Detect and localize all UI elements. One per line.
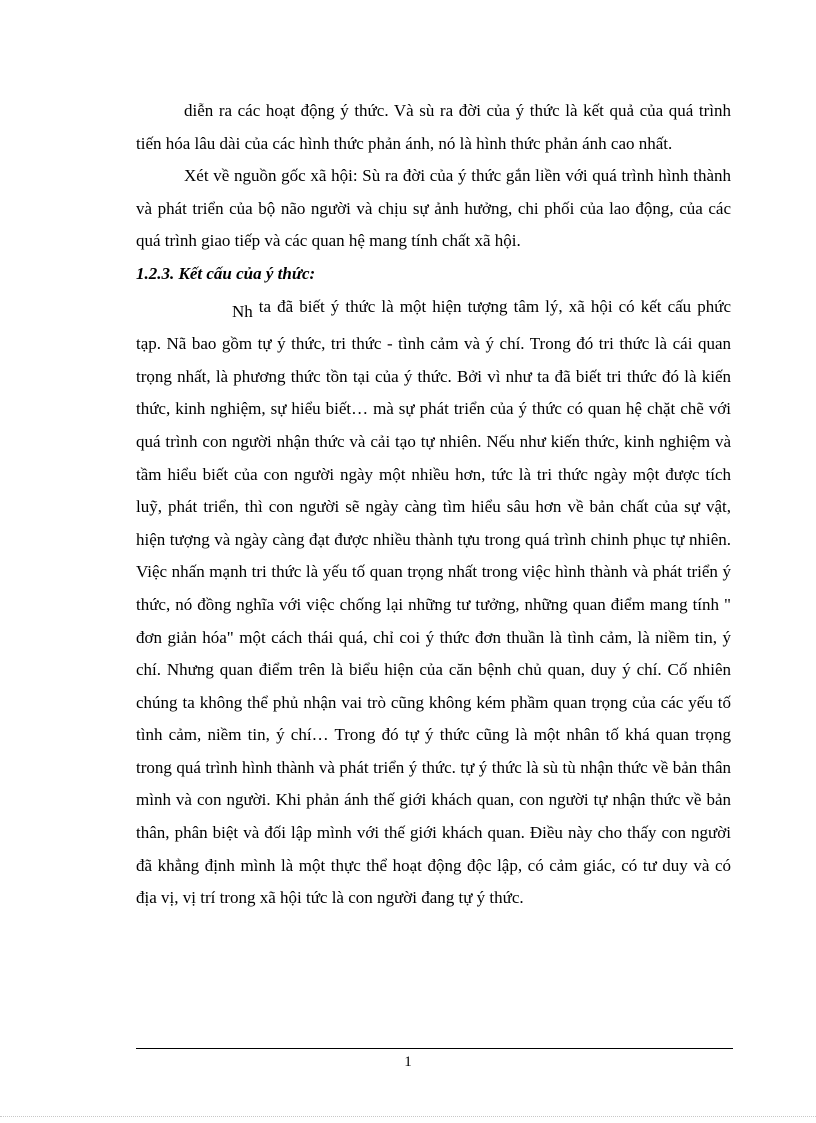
page-number: 1 <box>404 1054 412 1070</box>
paragraph-lead-fragment: Nh <box>232 301 253 321</box>
paragraph-continuation: diễn ra các hoạt động ý thức. Và sù ra đời của ý thức là kết quả của quá trình tiến hóa lâu dài của các hình thức phản ánh, nó là hình thức phản ánh cao nhất. <box>136 101 731 153</box>
footer-divider <box>136 1048 733 1049</box>
paragraph-body-text: ta đã biết ý thức là một hiện tượng tâm lý, xã hội có kết cấu phức tạp. Nã bao gồm tự ý thức, tri thức - tình cảm và ý chí. Trong đó tri thức là cái quan trọng nhất, là phương thức tồn tại của ý thức. Bởi vì như ta đã biết tri thức đó là kiến thức, kinh nghiệm, sự hiểu biết… mà sự phát triển của ý thức có quan hệ chặt chẽ với quá trình con người nhận thức và cải tạo tự nhiên. Nếu như kiến thức, kinh nghiệm và tầm hiểu biết của con người ngày một nhiều hơn, tức là tri thức ngày một được tích luỹ, phát triển, thì con người sẽ ngày càng tìm hiểu sâu hơn về bản chất của sự vật, hiện tượng và ngày càng đạt được nhiều thành tựu trong quá trình chinh phục tự nhiên. Việc nhấn mạnh tri thức là yếu tố quan trọng nhất trong việc hình thành và phát triển ý thức, nó đồng nghĩa với việc chống lại những tư tưởng, những quan điểm mang tính " đơn giản hóa" một cách thái quá, chỉ coi ý thức đơn thuần là tình cảm, là niềm tin, ý chí. Nhưng quan điểm trên là biểu hiện của căn bệnh chủ quan, duy ý chí. Cố nhiên chúng ta không thể phủ nhận vai trò cũng không kém phầm quan trọng của các yếu tố tình cảm, niềm tin, ý chí… Trong đó tự ý thức cũng là một nhân tố khá quan trọng trong quá trình hình thành và phát triển ý thức. tự ý thức là sù tù nhận thức về bản thân mình và con người. Khi phản ánh thế giới khách quan, con người tự nhận thức về bản thân, phân biệt và đối lập mình với thế giới khách quan. Điều này cho thấy con người đã khẳng định mình là một thực thể hoạt động độc lập, có cảm giác, có tư duy và có địa vị, vị trí trong xã hội tức là con người đang tự ý thức. <box>136 296 731 908</box>
paragraph-social-origin: Xét về nguồn gốc xã hội: Sù ra đời của ý thức gắn liền với quá trình hình thành và phát triển của bộ não người và chịu sự ảnh hưởng, chi phối của lao động, của các quá trình giao tiếp và các quan hệ mang tính chất xã hội. <box>136 166 731 251</box>
page-bottom-edge <box>0 1116 816 1117</box>
paragraph-structure-of-consciousness <box>136 291 731 915</box>
document-body <box>136 95 731 915</box>
section-heading: 1.2.3. Kết cấu của ý thức: <box>136 263 316 283</box>
